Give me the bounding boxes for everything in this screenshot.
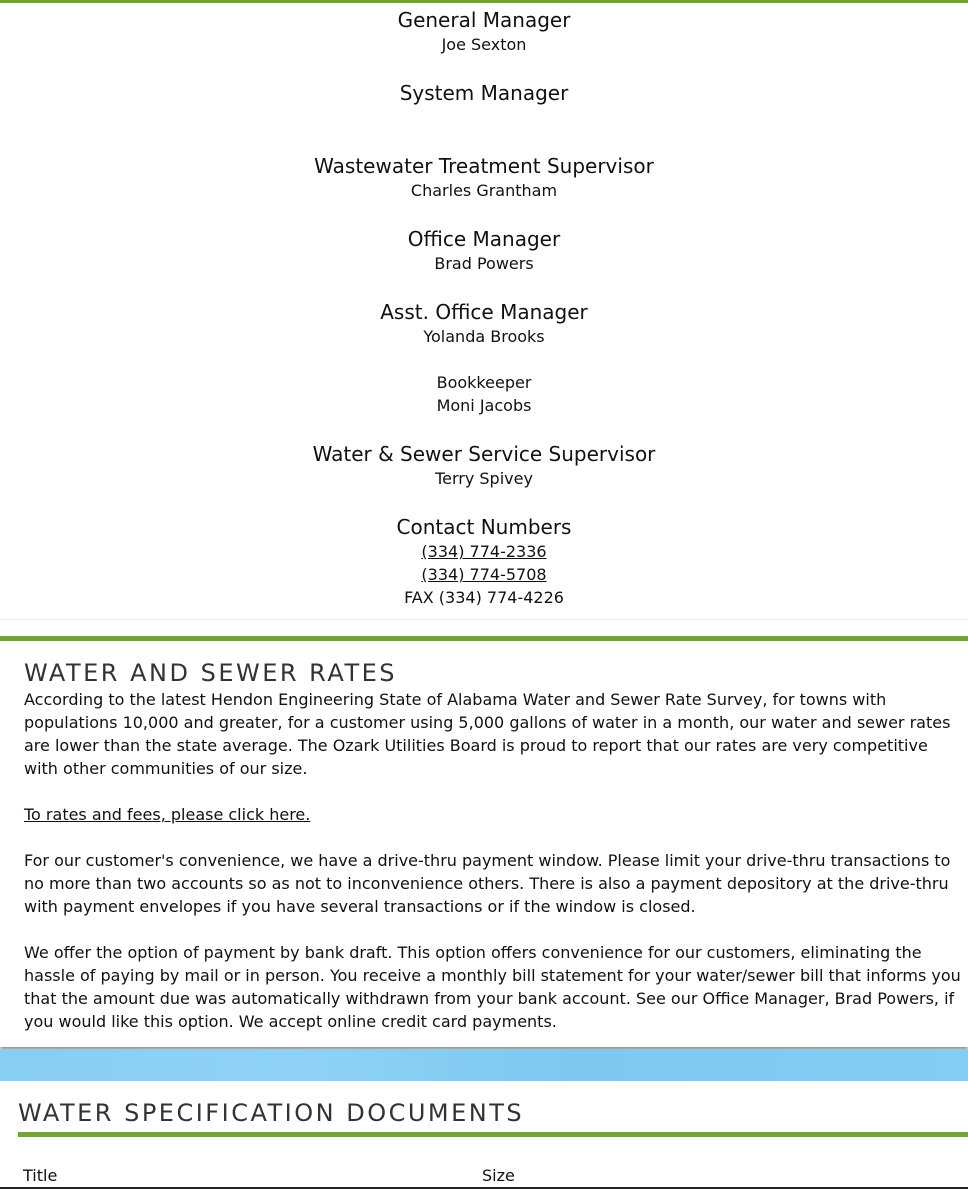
staff-bottom-divider: [0, 619, 968, 620]
specs-divider: [18, 1132, 968, 1137]
bookkeeper-title: Bookkeeper: [436, 373, 532, 392]
phone-2-row: [0, 564, 968, 586]
specs-heading: WATER SPECIFICATION DOCUMENTS: [18, 1099, 525, 1127]
general-manager-title: General Manager: [397, 8, 571, 32]
contact-numbers-heading: Contact Numbers: [396, 515, 572, 539]
bank-draft-paragraph: We offer the option of payment by bank draft. This option offers convenience for our customers, eliminating the hassle of paying by mail or in person. You receive a monthly bill statement for your water/sewer bill that informs you that the amount due was automatically withdrawn from your bank account. See our Office Manager, Brad Powers, if you would like this option. We accept online credit card payments.: [24, 943, 961, 1031]
staff-directory: [0, 3, 968, 618]
sky-banner: [0, 1049, 968, 1081]
asst-office-manager-title: Asst. Office Manager: [380, 300, 588, 324]
column-header-size[interactable]: Size: [482, 1166, 515, 1185]
fax-number: FAX (334) 774-4226: [404, 588, 564, 607]
asst-office-manager-name: Yolanda Brooks: [423, 327, 545, 346]
drive-thru-paragraph: For our customer's convenience, we have a drive-thru payment window. Please limit your drive-thru transactions to no more than two accounts so as not to inconvenience others. There is also a payment depository at the drive-thru with payment envelopes if you have several transactions or if the window is closed.: [24, 851, 951, 916]
general-manager-name: Joe Sexton: [441, 35, 527, 54]
water-spec-documents-section: [0, 1081, 968, 1190]
water-sewer-rates-section: [0, 641, 968, 1047]
office-manager-title: Office Manager: [407, 227, 561, 251]
phone-1-row: [0, 541, 968, 563]
system-manager-title: System Manager: [399, 81, 569, 105]
phone-link-1[interactable]: (334) 774-2336: [421, 542, 547, 561]
column-header-title[interactable]: Title: [23, 1166, 58, 1185]
office-manager-name: Brad Powers: [434, 254, 534, 273]
water-sewer-supervisor-name: Terry Spivey: [435, 469, 533, 488]
rates-survey-paragraph: According to the latest Hendon Engineering State of Alabama Water and Sewer Rate Survey, for towns with populations 10,000 and greater, for a customer using 5,000 gallons of water in a month, our water and sewer rates are lower than the state average. The Ozark Utilities Board is proud to report that our rates are very competitive with other communities of our size.: [24, 690, 951, 778]
bookkeeper-name: Moni Jacobs: [436, 396, 532, 415]
rates-heading: WATER AND SEWER RATES: [24, 659, 397, 687]
table-header-divider: [0, 1187, 968, 1189]
rates-link-row: [24, 803, 964, 826]
wastewater-supervisor-name: Charles Grantham: [410, 181, 558, 200]
wastewater-supervisor-title: Wastewater Treatment Supervisor: [314, 154, 654, 178]
rates-fees-link[interactable]: To rates and fees, please click here.: [24, 805, 311, 824]
water-sewer-supervisor-title: Water & Sewer Service Supervisor: [312, 442, 656, 466]
phone-link-2[interactable]: (334) 774-5708: [421, 565, 547, 584]
